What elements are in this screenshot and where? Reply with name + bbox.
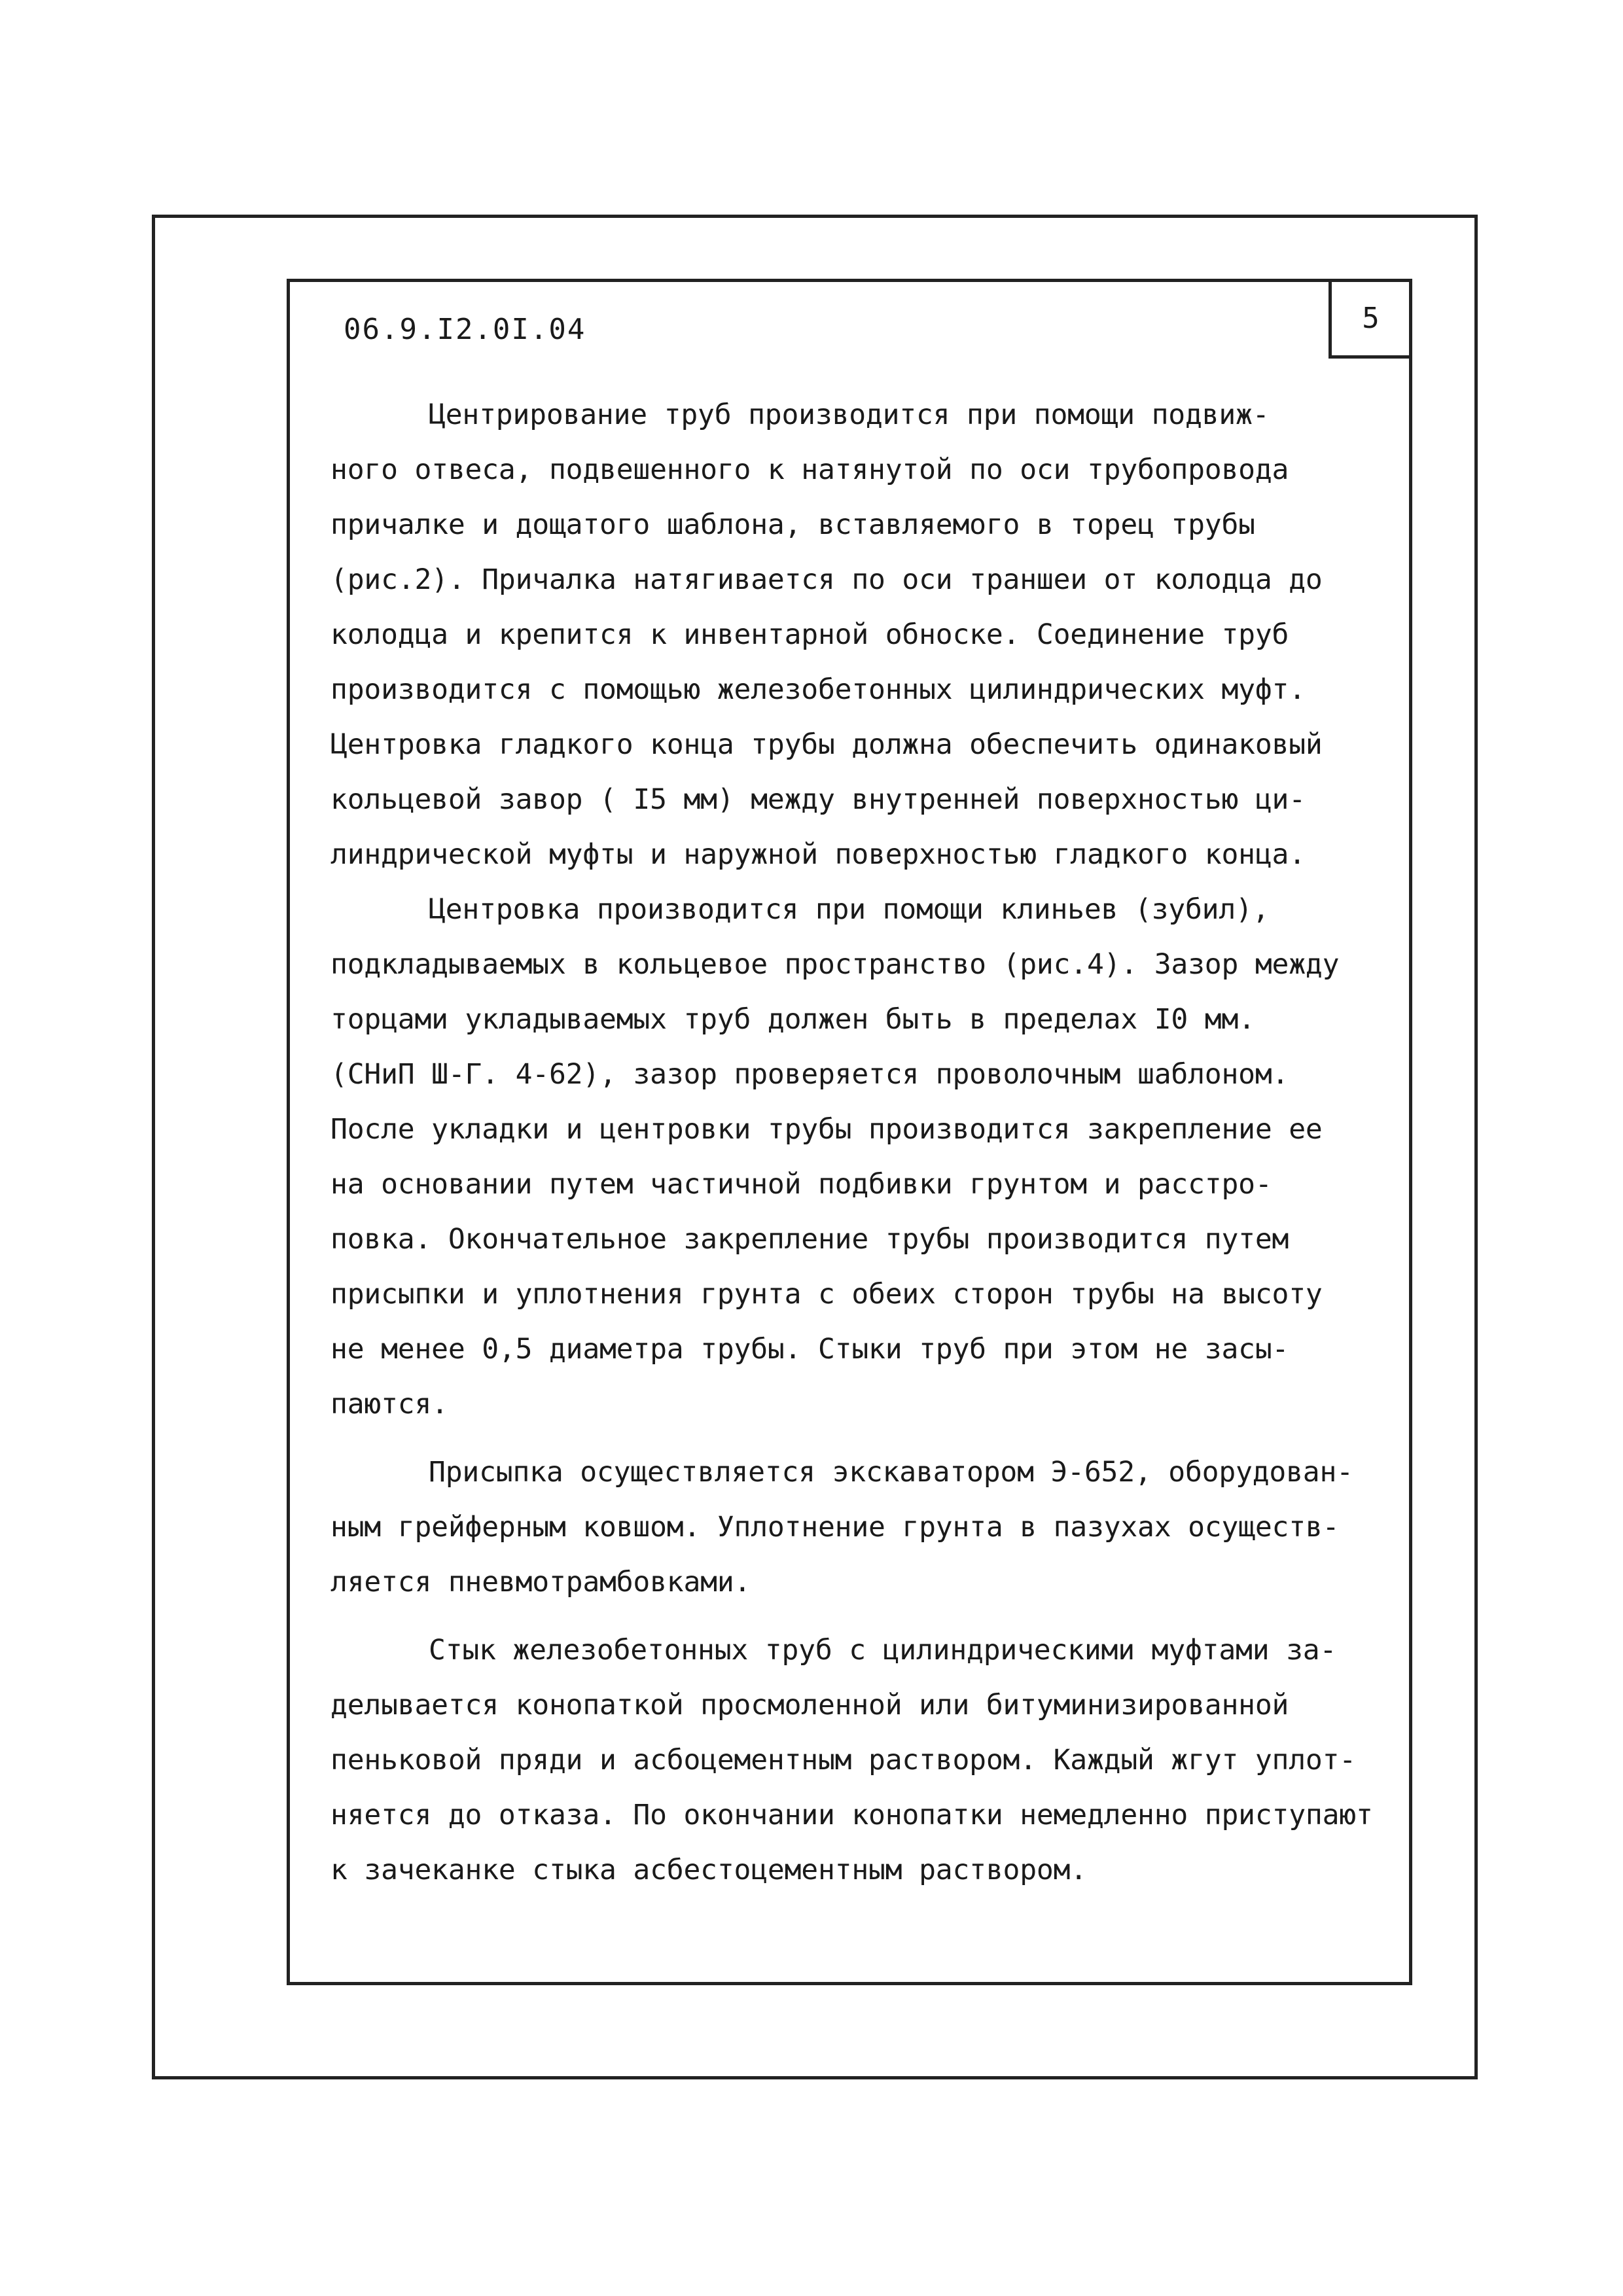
text-line: к зачеканке стыка асбестоцементным раствором. (330, 1854, 1087, 1886)
paragraph-gap (330, 1432, 1384, 1445)
text-line: паются. (330, 1388, 448, 1421)
text-line: на основании путем частичной подбивки грунтом и расстро- (330, 1168, 1272, 1201)
text-line: повка. Окончательное закрепление трубы производится путем (330, 1223, 1289, 1256)
text-line: (рис.2). Причалка натягивается по оси траншеи от колодца до (330, 563, 1323, 596)
text-line: делывается конопаткой просмоленной или битуминизированной (330, 1689, 1289, 1722)
text-line: подкладываемых в кольцевое пространство (рис.4). Зазор между (330, 948, 1340, 981)
text-line: ного отвеса, подвешенного к натянутой по оси трубопровода (330, 453, 1289, 486)
text-line: не менее 0,5 диаметра трубы. Стыки труб при этом не засы- (330, 1333, 1289, 1366)
page-number: 5 (1329, 281, 1410, 359)
text-line: Стык железобетонных труб с цилиндрическими муфтами за- (429, 1634, 1337, 1667)
text-line: После укладки и центровки трубы производится закрепление ее (330, 1113, 1323, 1146)
text-line: колодца и крепится к инвентарной обноске. Соединение труб (330, 618, 1289, 651)
text-line: Центровка гладкого конца трубы должна обеспечить одинаковый (330, 728, 1323, 761)
text-line: Присыпка осуществляется экскаватором Э-652, оборудован- (429, 1456, 1353, 1489)
text-line: производится с помощью железобетонных цилиндрических муфт. (330, 673, 1306, 706)
paragraph-2 (330, 882, 1384, 1432)
text-line: присыпки и уплотнения грунта с обеих сторон трубы на высоту (330, 1278, 1323, 1311)
text-line: Центровка производится при помощи клиньев (зубил), (429, 893, 1270, 926)
document-code: 06.9.I2.0I.04 (344, 313, 586, 346)
text-line: кольцевой завор ( I5 мм) между внутренней поверхностью ци- (330, 783, 1306, 816)
text-line: причалке и дощатого шаблона, вставляемого в торец трубы (330, 508, 1255, 541)
text-line: линдрической муфты и наружной поверхностью гладкого конца. (330, 838, 1306, 871)
text-line: ляется пневмотрамбовками. (330, 1566, 751, 1598)
body-text (330, 387, 1384, 1898)
text-line: Центрирование труб производится при помощи подвиж- (429, 398, 1270, 431)
text-line: ным грейферным ковшом. Уплотнение грунта в пазухах осуществ- (330, 1511, 1340, 1544)
paragraph-3 (330, 1445, 1384, 1610)
text-line: няется до отказа. По окончании конопатки немедленно приступают (330, 1799, 1373, 1831)
text-line: торцами укладываемых труб должен быть в пределах I0 мм. (330, 1003, 1255, 1036)
paragraph-gap (330, 1610, 1384, 1623)
text-line: (СНиП Ш-Г. 4-62), зазор проверяется проволочным шаблоном. (330, 1058, 1289, 1091)
paragraph-1 (330, 387, 1384, 882)
paragraph-4 (330, 1623, 1384, 1898)
text-line: пеньковой пряди и асбоцементным раствором. Каждый жгут уплот- (330, 1744, 1356, 1776)
